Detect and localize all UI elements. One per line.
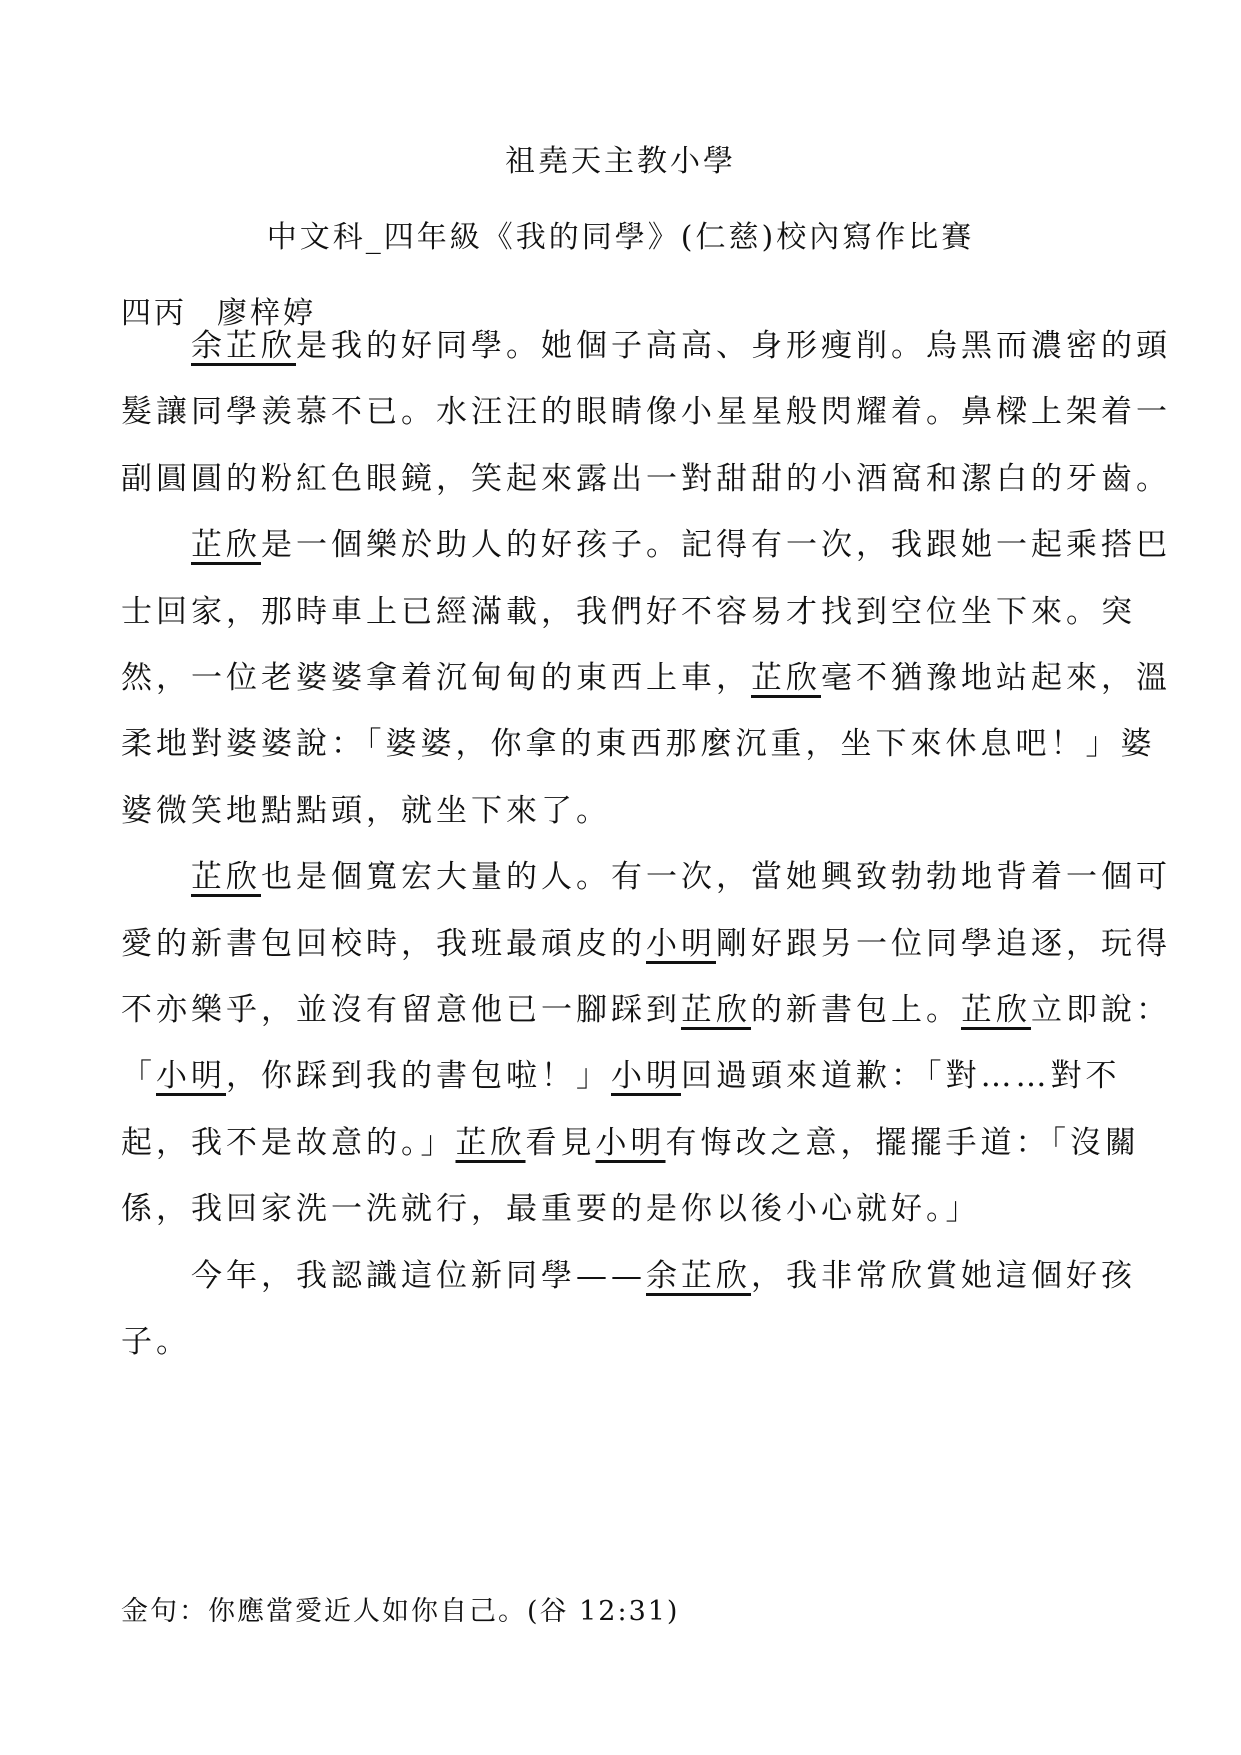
essay-text: 髮讓同學羨慕不已。水汪汪的眼睛像小星星般閃耀着。鼻樑上架着一 <box>121 394 1171 431</box>
proper-noun: 小明 <box>156 1058 226 1095</box>
essay-line <box>121 785 1131 830</box>
proper-noun: 芷欣 <box>191 859 261 896</box>
essay-text: 回過頭來道歉：「對……對不 <box>681 1058 1121 1095</box>
essay-text: 不亦樂乎，並沒有留意他已一腳踩到 <box>121 992 681 1028</box>
essay-line <box>121 652 1171 697</box>
proper-noun: 小明 <box>611 1058 681 1095</box>
essay-line <box>121 586 1136 631</box>
proper-noun: 芷欣 <box>751 660 821 696</box>
essay-line <box>121 1117 1140 1162</box>
essay-text: 毫不猶豫地站起來，溫 <box>821 660 1171 696</box>
essay-text: 的新書包上。 <box>751 992 961 1028</box>
author-name: 廖梓婷 <box>217 296 316 331</box>
proper-noun: 芷欣 <box>681 992 751 1028</box>
essay-text: 「 <box>121 1058 156 1095</box>
essay-text: 立即說： <box>1031 992 1171 1028</box>
author-class: 四丙 <box>121 296 187 331</box>
essay-line <box>121 1183 1131 1228</box>
golden-verse: 金句：你應當愛近人如你自己。(谷 12:31) <box>121 1596 680 1627</box>
proper-noun: 芷欣 <box>961 992 1031 1028</box>
essay-line <box>121 851 1171 896</box>
essay-text: ，你踩到我的書包啦！」 <box>226 1058 611 1095</box>
proper-noun: 小明 <box>595 1124 666 1161</box>
essay-line <box>121 1250 1136 1295</box>
essay-text <box>121 328 191 364</box>
essay-text: ，我非常欣賞她這個好孩 <box>751 1257 1136 1294</box>
essay-line <box>121 453 1171 498</box>
essay-text: 士回家，那時車上已經滿載，我們好不容易才找到空位坐下來。突 <box>121 593 1136 630</box>
essay-text: 今年，我認識這位新同學—— <box>121 1257 646 1294</box>
essay-text <box>121 859 191 895</box>
essay-line <box>121 984 1171 1029</box>
competition-title: 中文科_四年級《我的同學》(仁慈)校內寫作比賽 <box>266 220 975 255</box>
essay-line <box>121 718 1156 763</box>
essay-line <box>121 1316 1131 1361</box>
proper-noun: 余芷欣 <box>191 328 296 364</box>
essay-text: 柔地對婆婆說：「婆婆，你拿的東西那麼沉重，坐下來休息吧！」婆 <box>121 726 1156 763</box>
essay-text: 看見 <box>525 1124 596 1161</box>
essay-line <box>121 320 1171 365</box>
essay-text: 也是個寬宏大量的人。有一次，當她興致勃勃地背着一個可 <box>261 859 1171 896</box>
essay-line <box>121 1050 1131 1095</box>
proper-noun: 芷欣 <box>455 1124 526 1161</box>
essay-line <box>121 918 1171 963</box>
essay-text: 副圓圓的粉紅色眼鏡，笑起來露出一對甜甜的小酒窩和潔白的牙齒。 <box>121 460 1171 497</box>
essay-text: 然，一位老婆婆拿着沉甸甸的東西上車， <box>121 660 751 696</box>
essay-text: 婆微笑地點點頭，就坐下來了。 <box>121 792 611 829</box>
proper-noun: 小明 <box>646 925 716 962</box>
essay-text: 是一個樂於助人的好孩子。記得有一次，我跟她一起乘搭巴 <box>261 527 1171 564</box>
essay-text: 有悔改之意，擺擺手道：「沒關 <box>665 1124 1140 1161</box>
essay-text: 愛的新書包回校時，我班最頑皮的 <box>121 925 646 962</box>
essay-text: 係，我回家洗一洗就行，最重要的是你以後小心就好。」 <box>121 1191 981 1228</box>
essay-text: 剛好跟另一位同學追逐，玩得 <box>716 925 1171 962</box>
essay-text: 子。 <box>121 1324 191 1360</box>
proper-noun: 余芷欣 <box>646 1257 751 1294</box>
essay-text: 是我的好同學。她個子高高、身形瘦削。烏黑而濃密的頭 <box>296 328 1171 364</box>
essay-line <box>121 519 1171 564</box>
essay-line <box>121 386 1171 431</box>
school-name: 祖堯天主教小學 <box>505 144 736 179</box>
essay-text <box>121 527 191 563</box>
proper-noun: 芷欣 <box>191 527 261 564</box>
essay-text: 起，我不是故意的。」 <box>121 1124 456 1161</box>
